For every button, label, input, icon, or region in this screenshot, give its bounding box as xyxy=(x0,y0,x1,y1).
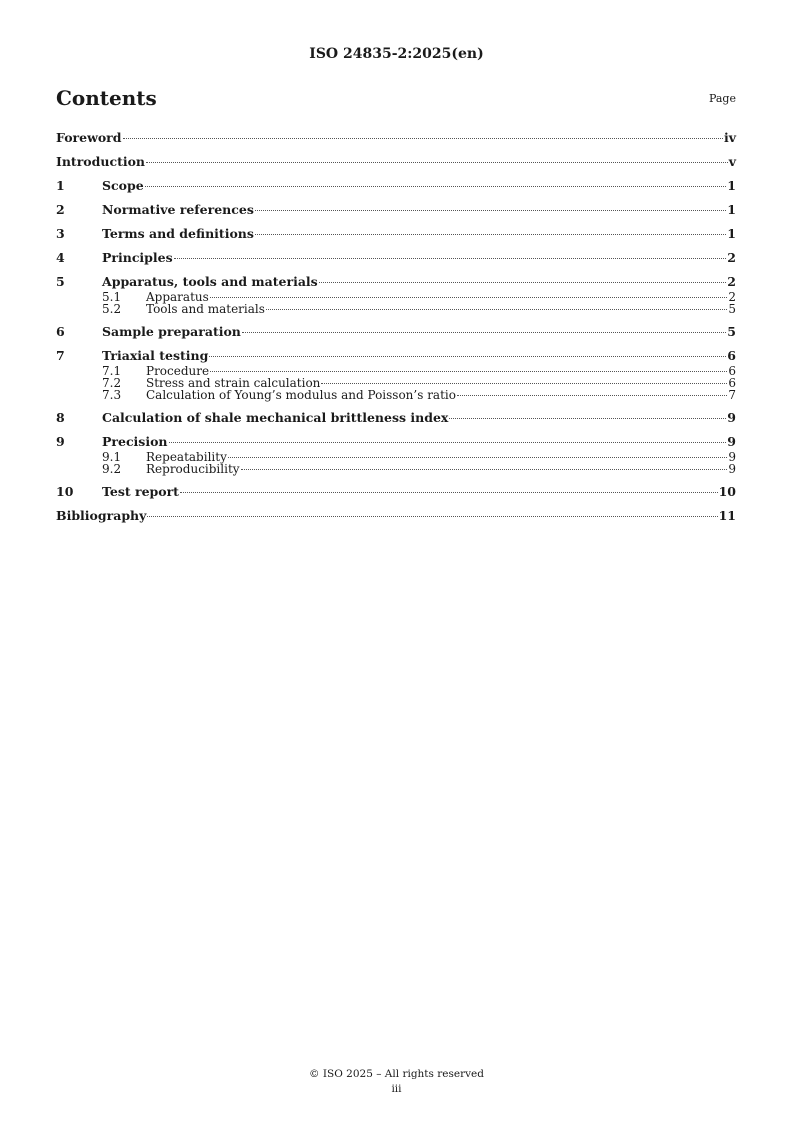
toc-entry-title[interactable]: Triaxial testing xyxy=(102,348,209,363)
toc-subentry[interactable] xyxy=(56,303,736,315)
toc-entry[interactable] xyxy=(56,322,736,341)
toc-subentry-title[interactable]: Stress and strain calculation xyxy=(146,376,321,390)
document-header: ISO 24835-2:2025(en) xyxy=(309,46,484,62)
toc-entry-title[interactable]: Foreword xyxy=(56,130,122,145)
toc-entry-number: 8 xyxy=(56,410,65,425)
contents-title: Contents xyxy=(56,86,157,110)
toc-entry-title[interactable]: Principles xyxy=(102,250,173,265)
toc-dot-leader xyxy=(180,492,718,493)
toc-dot-leader xyxy=(147,516,717,517)
toc-entry-page: 1 xyxy=(727,226,736,241)
toc-entry-page: 2 xyxy=(727,250,736,265)
page-footer xyxy=(0,1067,793,1097)
toc-entry-title[interactable]: Normative references xyxy=(102,202,254,217)
toc-entry-title[interactable]: Calculation of shale mechanical brittleness index xyxy=(102,410,449,425)
toc-entry[interactable] xyxy=(56,346,736,365)
toc-entry-title[interactable]: Precision xyxy=(102,434,168,449)
toc-dot-leader xyxy=(146,162,728,163)
toc-entry-title[interactable]: Bibliography xyxy=(56,508,147,523)
toc-entry-number: 10 xyxy=(56,484,74,499)
toc-subentry-page: 7 xyxy=(728,388,736,402)
toc-subentry-number: 7.2 xyxy=(102,376,122,390)
toc-entry[interactable] xyxy=(56,432,736,451)
toc-entry[interactable] xyxy=(56,152,736,171)
toc-subentry-page: 2 xyxy=(728,290,736,304)
toc-entry-page: 2 xyxy=(727,274,736,289)
toc-entry-title[interactable]: Test report xyxy=(102,484,179,499)
toc-dot-leader xyxy=(241,469,728,470)
toc-entry[interactable] xyxy=(56,200,736,219)
toc-subentry-title[interactable]: Repeatability xyxy=(146,450,227,464)
toc-subentry[interactable] xyxy=(56,463,736,475)
toc-entry-title[interactable]: Introduction xyxy=(56,154,146,169)
toc-entry-page: 9 xyxy=(727,410,736,425)
toc-dot-leader xyxy=(145,186,727,187)
toc-entry[interactable] xyxy=(56,248,736,267)
toc-entry[interactable] xyxy=(56,408,736,427)
toc-entry[interactable] xyxy=(56,506,736,525)
toc-entry-number: 4 xyxy=(56,250,65,265)
toc-entry-title[interactable]: Apparatus, tools and materials xyxy=(102,274,318,289)
toc-entry-number: 6 xyxy=(56,324,65,339)
toc-entry-page: 1 xyxy=(727,202,736,217)
toc-dot-leader xyxy=(266,309,727,310)
toc-subentry-page: 9 xyxy=(728,462,736,476)
toc-entry-number: 1 xyxy=(56,178,65,193)
toc-subentry-title[interactable]: Apparatus xyxy=(146,290,209,304)
toc-subentry-title[interactable]: Calculation of Young’s modulus and Poisson’s ratio xyxy=(146,388,456,402)
toc-entry[interactable] xyxy=(56,272,736,291)
toc-subentry-page: 6 xyxy=(728,364,736,378)
toc-entry-page: 9 xyxy=(727,434,736,449)
toc-subentry-title[interactable]: Procedure xyxy=(146,364,210,378)
toc-subentry-title[interactable]: Tools and materials xyxy=(146,302,265,316)
toc-entry-title[interactable]: Sample preparation xyxy=(102,324,241,339)
toc-entry-page: 6 xyxy=(727,348,736,363)
toc-entry-title[interactable]: Terms and definitions xyxy=(102,226,254,241)
toc-dot-leader xyxy=(319,282,727,283)
toc-entry-title[interactable]: Scope xyxy=(102,178,144,193)
table-of-contents xyxy=(56,128,736,525)
toc-entry-number: 3 xyxy=(56,226,65,241)
toc-dot-leader xyxy=(228,457,728,458)
toc-entry-number: 2 xyxy=(56,202,65,217)
toc-subentry-number: 7.1 xyxy=(102,364,122,378)
toc-subentry-number: 5.1 xyxy=(102,290,122,304)
toc-subentry-number: 5.2 xyxy=(102,302,122,316)
toc-subentry-page: 5 xyxy=(728,302,736,316)
toc-subentry-number: 9.2 xyxy=(102,462,122,476)
toc-dot-leader xyxy=(449,418,726,419)
toc-dot-leader xyxy=(255,210,726,211)
toc-dot-leader xyxy=(123,138,723,139)
toc-dot-leader xyxy=(209,356,726,357)
page-number: iii xyxy=(391,1083,402,1095)
toc-entry-number: 9 xyxy=(56,434,65,449)
toc-entry[interactable] xyxy=(56,224,736,243)
toc-dot-leader xyxy=(210,297,728,298)
toc-subentry-number: 9.1 xyxy=(102,450,122,464)
toc-entry-page: iv xyxy=(723,130,736,145)
toc-entry-page: v xyxy=(728,154,736,169)
toc-entry-number: 5 xyxy=(56,274,65,289)
toc-entry-page: 1 xyxy=(727,178,736,193)
toc-subentry[interactable] xyxy=(56,389,736,401)
toc-entry[interactable] xyxy=(56,176,736,195)
toc-entry-page: 10 xyxy=(718,484,736,499)
page-column-label: Page xyxy=(708,92,736,105)
toc-subentry-number: 7.3 xyxy=(102,388,122,402)
toc-dot-leader xyxy=(321,383,727,384)
toc-entry-number: 7 xyxy=(56,348,65,363)
toc-dot-leader xyxy=(457,395,727,396)
toc-dot-leader xyxy=(255,234,726,235)
toc-subentry-page: 9 xyxy=(728,450,736,464)
toc-subentry-page: 6 xyxy=(728,376,736,390)
toc-dot-leader xyxy=(242,332,726,333)
copyright-notice: © ISO 2025 – All rights reserved xyxy=(309,1068,484,1080)
toc-dot-leader xyxy=(174,258,727,259)
toc-entry[interactable] xyxy=(56,128,736,147)
toc-entry-page: 11 xyxy=(718,508,736,523)
toc-dot-leader xyxy=(169,442,727,443)
toc-entry[interactable] xyxy=(56,482,736,501)
toc-subentry-title[interactable]: Reproducibility xyxy=(146,462,240,476)
toc-dot-leader xyxy=(210,371,727,372)
toc-entry-page: 5 xyxy=(727,324,736,339)
